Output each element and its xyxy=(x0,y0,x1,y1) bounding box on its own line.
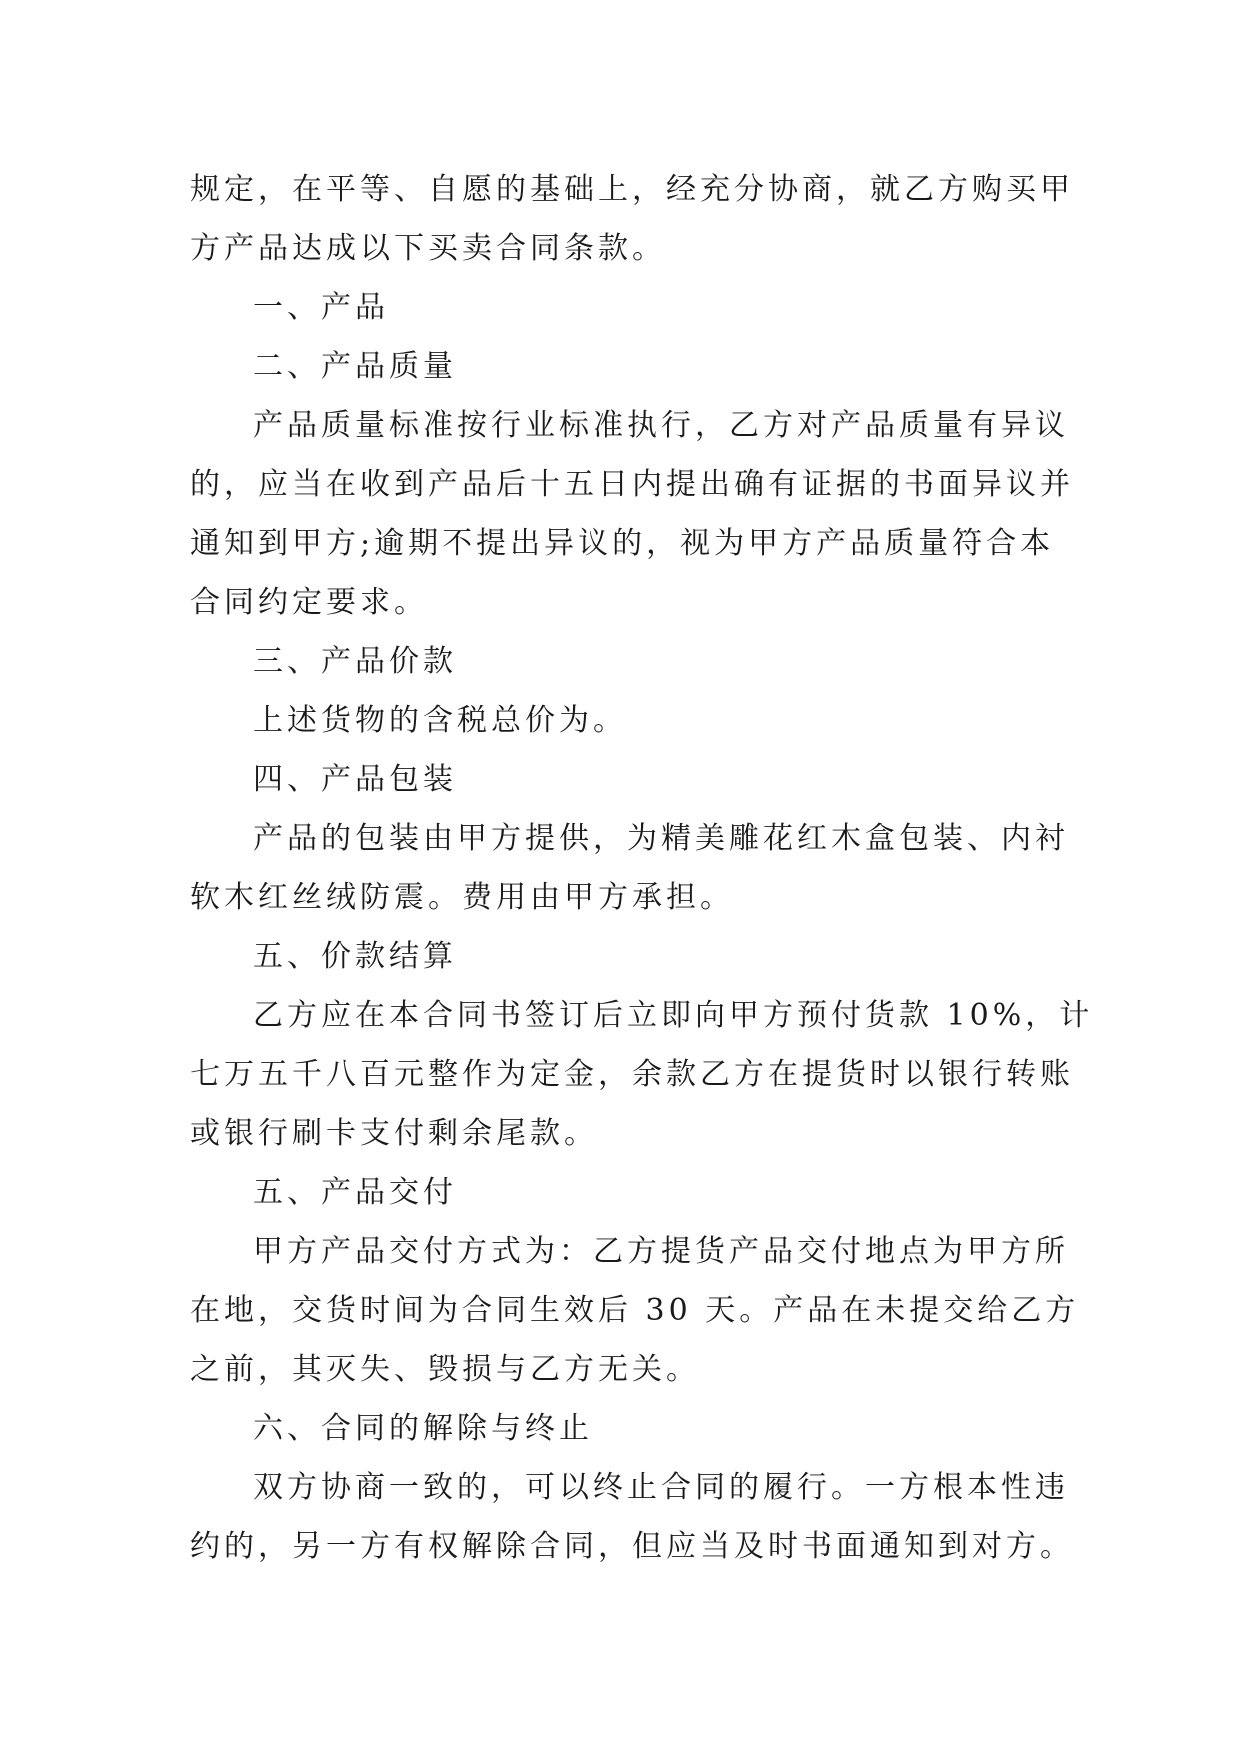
section-heading-packaging: 四、产品包装 xyxy=(253,762,457,797)
text-line: 双方协商一致的，可以终止合同的履行。一方根本性违 xyxy=(253,1470,1069,1505)
contract-page xyxy=(190,160,1094,1576)
text-line: 上述货物的含税总价为。 xyxy=(253,703,627,738)
section-heading-quality: 二、产品质量 xyxy=(253,349,457,384)
text-line: 甲方产品交付方式为：乙方提货产品交付地点为甲方所 xyxy=(253,1234,1069,1269)
text-line: 规定，在平等、自愿的基础上，经充分协商，就乙方购买甲 xyxy=(190,172,1074,207)
text-line: 产品的包装由甲方提供，为精美雕花红木盒包装、内衬 xyxy=(253,821,1069,856)
text-line: 约的，另一方有权解除合同，但应当及时书面通知到对方。 xyxy=(190,1529,1074,1564)
text-line: 之前，其灭失、毁损与乙方无关。 xyxy=(190,1352,700,1387)
text-line: 在地，交货时间为合同生效后 30 天。产品在未提交给乙方 xyxy=(190,1293,1080,1328)
text-line: 软木红丝绒防震。费用由甲方承担。 xyxy=(190,880,734,915)
text-line: 七万五千八百元整作为定金，余款乙方在提货时以银行转账 xyxy=(190,1057,1074,1092)
section-heading-settlement: 五、价款结算 xyxy=(253,939,457,974)
section-heading-product: 一、产品 xyxy=(253,290,389,325)
section-heading-delivery: 五、产品交付 xyxy=(253,1175,457,1210)
text-line: 或银行刷卡支付剩余尾款。 xyxy=(190,1116,598,1151)
text-line: 的，应当在收到产品后十五日内提出确有证据的书面异议并 xyxy=(190,467,1074,502)
section-heading-termination: 六、合同的解除与终止 xyxy=(253,1411,593,1446)
text-line: 方产品达成以下买卖合同条款。 xyxy=(190,231,666,266)
text-line: 合同约定要求。 xyxy=(190,585,428,620)
text-line: 通知到甲方;逾期不提出异议的，视为甲方产品质量符合本 xyxy=(190,526,1055,561)
text-line: 乙方应在本合同书签订后立即向甲方预付货款 10%，计 xyxy=(253,998,1094,1033)
text-line: 产品质量标准按行业标准执行，乙方对产品质量有异议 xyxy=(253,408,1069,443)
section-heading-price: 三、产品价款 xyxy=(253,644,457,679)
